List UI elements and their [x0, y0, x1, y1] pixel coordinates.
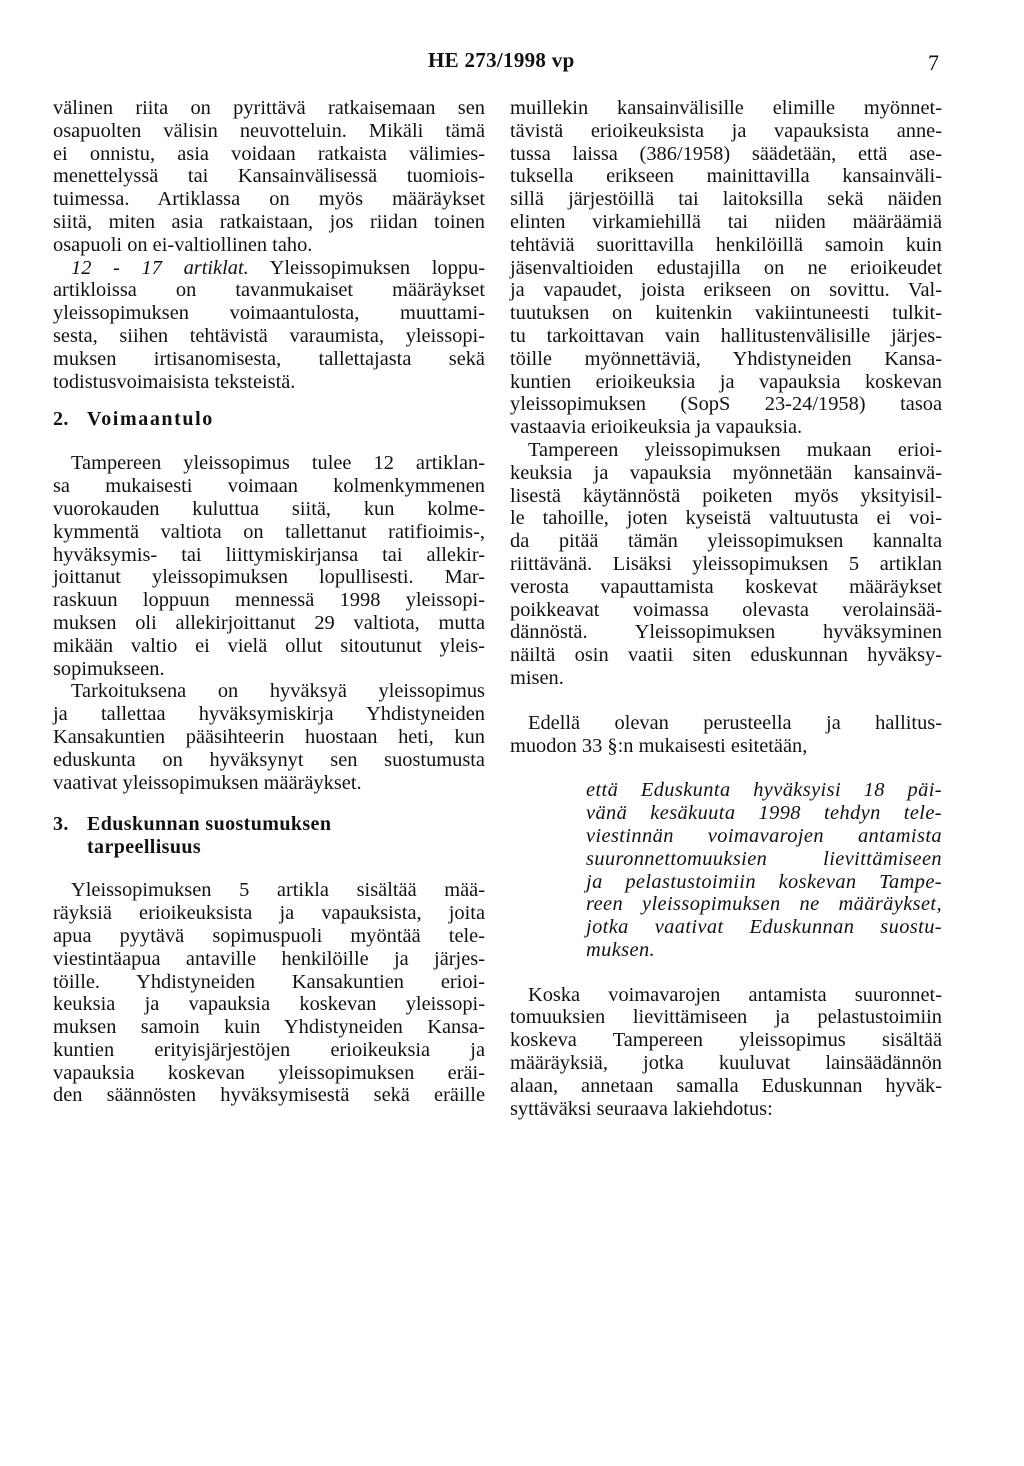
paragraph-line: eduskunta on hyväksynyt sen suostumusta [53, 748, 485, 771]
paragraph-line: räyksiä erioikeuksista ja vapauksista, joita [53, 902, 485, 925]
paragraph-line: mikään valtio ei vielä ollut sitoutunut yleis- [53, 634, 485, 657]
paragraph-line: le tahoille, joten kyseistä valtuutusta ei voi- [510, 507, 942, 530]
paragraph-line: Tampereen yleissopimuksen mukaan erioi- [528, 438, 942, 461]
paragraph-line: näiltä osin vaatii siten eduskunnan hyväksy- [510, 644, 942, 667]
paragraph-line: tävistä erioikeuksista ja vapauksista anne- [510, 119, 942, 142]
paragraph-line: vänä kesäkuuta 1998 tehdyn tele- [586, 802, 942, 825]
paragraph-line: ei onnistu, asia voidaan ratkaista välimies- [53, 142, 485, 165]
paragraph-line: tussa laissa (386/1958) säädetään, että ase- [510, 142, 942, 165]
paragraph-line: viestinnän voimavarojen antamista [586, 824, 942, 847]
paragraph-line: muillekin kansainvälisille elimille myönnet- [510, 97, 942, 119]
paragraph-line: tehtäviä suorittavilla henkilöillä samoin kuin [510, 233, 942, 256]
paragraph-line: verosta vapauttamista koskevat määräykset [510, 575, 942, 598]
paragraph-line: syttäväksi seuraava lakiehdotus: [510, 1097, 773, 1120]
page-header [0, 48, 1024, 82]
paragraph-line: välinen riita on pyrittävä ratkaisemaan sen [53, 97, 485, 119]
paragraph-line: muksen irtisanomisesta, tallettajasta sekä [53, 347, 485, 370]
paragraph-line: sopimukseen. [53, 657, 165, 680]
paragraph-privileges [53, 879, 485, 1107]
paragraph-line: keuksia ja vapauksia koskevan yleissopi- [53, 993, 485, 1016]
paragraph-line: muksen. [586, 938, 656, 961]
paragraph-line: jäsenvaltioiden edustajilla on ne erioikeudet [510, 256, 942, 279]
paragraph-line: määräyksiä, jotka kuuluvat lainsäädännön [510, 1052, 942, 1075]
paragraph-line: ja pelastustoimiin koskevan Tampe- [586, 870, 942, 893]
paragraph-dispute-resolution [53, 97, 485, 257]
paragraph-final-articles [53, 257, 485, 394]
paragraph-line: Yleissopimuksen 5 artikla sisältää mää- [71, 879, 485, 902]
paragraph-line: koskeva Tampereen yleissopimus sisältää [510, 1029, 942, 1052]
paragraph-line: Tampereen yleissopimus tulee 12 artiklan- [71, 452, 485, 475]
paragraph-line: Edellä olevan perusteella ja hallitus- [528, 711, 942, 734]
paragraph-line: vastaavia erioikeuksia ja vapauksia. [510, 416, 803, 439]
paragraph-entry-into-force [53, 452, 485, 680]
paragraph-lines [53, 279, 485, 393]
paragraph-tampere-privileges [510, 439, 942, 690]
section-title: Voimaantulo [87, 408, 214, 431]
paragraph-line: vaativat yleissopimuksen määräykset. [53, 771, 362, 794]
paragraph-line: tuksella erikseen mainittavilla kansainväli- [510, 165, 942, 188]
section-title: Eduskunnan suostumuksen [87, 813, 332, 836]
paragraph-line: artikloissa on tavanmukaiset määräykset [53, 279, 485, 302]
section-heading-entry-into-force [53, 408, 485, 431]
paragraph-line: osapuolten välisin neuvotteluin. Mikäli tämä [53, 119, 485, 142]
paragraph-purpose [53, 680, 485, 794]
paragraph-line: sillä järjestöillä tai laitoksilla sekä näiden [510, 188, 942, 211]
paragraph-line: da pitää tämän yleissopimuksen kannalta [510, 530, 942, 553]
paragraph-line: muodon 33 §:n mukaisesti esitetään, [510, 734, 808, 757]
paragraph-line: tuutuksen on kuitenkin vakiintuneesti tulkit- [510, 302, 942, 325]
paragraph-line: vuorokauden kuluttua siitä, kun kolme- [53, 497, 485, 520]
paragraph-line: keuksia ja vapauksia myönnetään kansainvä- [510, 461, 942, 484]
paragraph-line: osapuoli on ei-valtiollinen taho. [53, 233, 313, 256]
right-column [510, 97, 942, 1120]
document-id: HE 273/1998 vp [428, 48, 575, 72]
paragraph-line: viestintäapua antaville henkilöille ja järjes- [53, 947, 485, 970]
paragraph-line: raskuun loppuun mennessä 1998 yleissopi- [53, 589, 485, 612]
paragraph-line: suuronnettomuuksien lievittämiseen [586, 847, 942, 870]
paragraph-line: jotka vaativat Eduskunnan suostu- [586, 916, 942, 939]
paragraph-line: töille myönnettäviä, Yhdistyneiden Kansa- [510, 347, 942, 370]
paragraph-line: Kansakuntien pääsihteerin huostaan heti, kun [53, 725, 485, 748]
paragraph-line: tomuuksien lievittämiseen ja pelastustoimiin [510, 1006, 942, 1029]
paragraph-line: hyväksymis- tai liittymiskirjansa tai allekir- [53, 543, 485, 566]
paragraph-line: misen. [510, 666, 564, 689]
paragraph-line [53, 257, 485, 280]
paragraph-line: töille. Yhdistyneiden Kansakuntien erioi- [53, 970, 485, 993]
paragraph-line: Tarkoituksena on hyväksyä yleissopimus [71, 680, 485, 703]
paragraph-line: että Eduskunta hyväksyisi 18 päi- [586, 779, 942, 802]
paragraph-line: siitä, miten asia ratkaistaan, jos riidan toinen [53, 210, 485, 233]
paragraph-line: den säännösten hyväksymisestä sekä eräille [53, 1084, 485, 1107]
paragraph-line: poikkeavat voimassa olevasta verolainsää- [510, 598, 942, 621]
paragraph-line: riittävänä. Lisäksi yleissopimuksen 5 artiklan [510, 552, 942, 575]
paragraph-line: Koska voimavarojen antamista suuronnet- [528, 983, 942, 1006]
paragraph-proposal-intro [510, 712, 942, 758]
left-column [53, 97, 485, 1107]
paragraph-line: yleissopimuksen (SopS 23-24/1958) tasoa [510, 393, 942, 416]
page-number: 7 [928, 50, 939, 75]
section-heading-parliament-consent [53, 813, 485, 859]
paragraph-line: vapauksia koskevan yleissopimuksen eräi- [53, 1061, 485, 1084]
paragraph-line: todistusvoimaisista teksteistä. [53, 370, 296, 393]
paragraph-line: tuimessa. Artiklassa on myös määräykset [53, 188, 485, 211]
paragraph-line: tu tarkoittavan vain hallitustenvälisille järjes- [510, 324, 942, 347]
paragraph-line: kymmentä valtiota on tallettanut ratifioimis-, [53, 520, 485, 543]
paragraph-line: elinten virkamiehillä tai niiden määräämiä [510, 210, 942, 233]
paragraph-line: dännöstä. Yleissopimuksen hyväksyminen [510, 621, 942, 644]
paragraph-line: joittanut yleissopimuksen lopullisesti. Mar- [53, 566, 485, 589]
paragraph-line: sesta, siihen tehtävistä varaumista, yleissopi- [53, 324, 485, 347]
section-title-continued: tarpeellisuus [87, 836, 202, 859]
section-number: 3. [53, 813, 69, 836]
article-reference: 12 - 17 artiklat. [71, 256, 249, 279]
paragraph-bill-proposal [510, 984, 942, 1121]
proposal-statement [586, 779, 942, 961]
paragraph-line: menettelyssä tai Kansainvälisessä tuomiois- [53, 165, 485, 188]
paragraph-line: sa mukaisesti voimaan kolmenkymmenen [53, 475, 485, 498]
section-number: 2. [53, 408, 69, 431]
paragraph-line: muksen samoin kuin Yhdistyneiden Kansa- [53, 1016, 485, 1039]
paragraph-line: ja tallettaa hyväksymiskirja Yhdistyneiden [53, 703, 485, 726]
paragraph-line: muksen oli allekirjoittanut 29 valtiota, mutta [53, 611, 485, 634]
paragraph-privileges-continued [510, 97, 942, 439]
paragraph-text: Yleissopimuksen loppu- [248, 256, 486, 279]
paragraph-line: ja vapaudet, joista erikseen on sovittu. Val- [510, 279, 942, 302]
paragraph-line: alaan, annetaan samalla Eduskunnan hyväk- [510, 1074, 942, 1097]
paragraph-line: yleissopimuksen voimaantulosta, muuttami- [53, 302, 485, 325]
paragraph-line: kuntien erityisjärjestöjen erioikeuksia ja [53, 1038, 485, 1061]
paragraph-line: apua pyytävä sopimuspuoli myöntää tele- [53, 924, 485, 947]
paragraph-line: lisestä käytännöstä poiketen myös yksityisil- [510, 484, 942, 507]
paragraph-line: kuntien erioikeuksia ja vapauksia koskevan [510, 370, 942, 393]
paragraph-line: reen yleissopimuksen ne määräykset, [586, 893, 942, 916]
